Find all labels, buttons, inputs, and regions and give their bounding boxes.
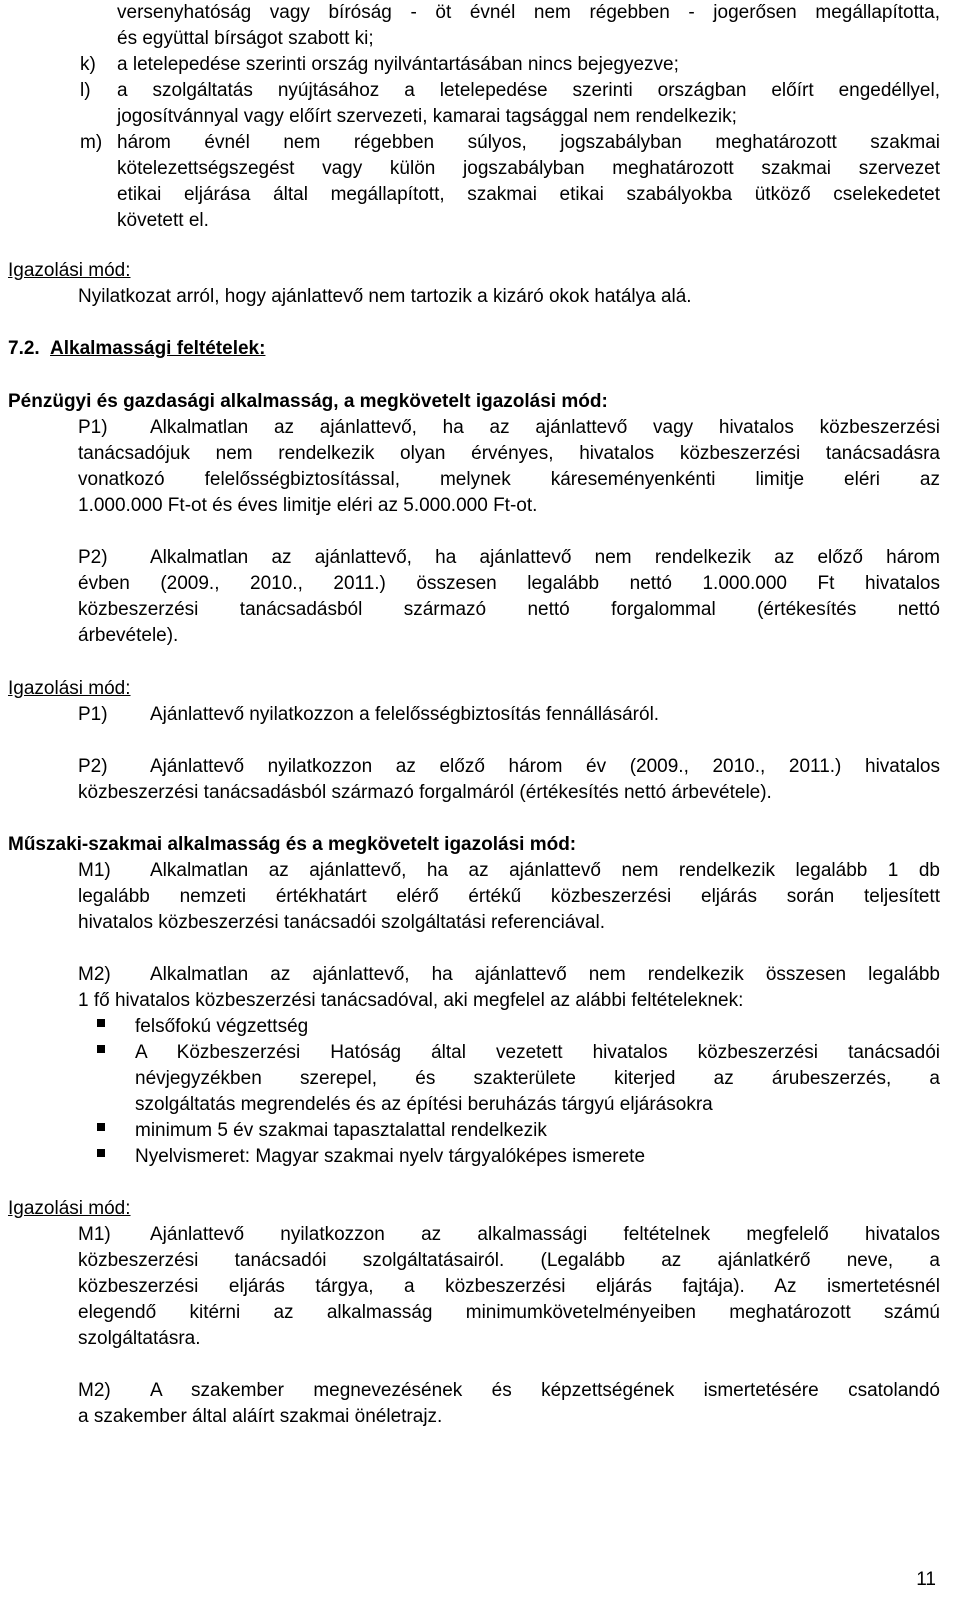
list-item-l-text: a szolgáltatás nyújtásához a letelepedése szerinti országban előírt engedéllyel, <box>117 80 940 101</box>
p1-label: P1) <box>78 417 108 438</box>
square-bullet-icon <box>97 1019 105 1027</box>
list-item-m-text: etikai eljárása által megállapított, szakmai etikai szabályokba ütköző cselekedetet <box>117 184 940 205</box>
m1-text: hivatalos közbeszerzési tanácsadói szolgáltatási referenciával. <box>78 912 605 933</box>
p2-verification-text: közbeszerzési tanácsadásból származó forgalmáról (értékesítés nettó árbevétele). <box>78 782 772 803</box>
p1-label: P1) <box>78 704 108 725</box>
verification-label: Igazolási mód: <box>8 678 131 699</box>
m1-verification-text: elegendő kitérni az alkalmasság minimumkövetelményeiben meghatározott számú <box>78 1302 940 1323</box>
list-item-k-text: a letelepedése szerinti ország nyilvántartásában nincs bejegyezve; <box>117 54 679 75</box>
bullet-item: Nyelvismeret: Magyar szakmai nyelv tárgyalóképes ismerete <box>135 1146 646 1167</box>
verification-label: Igazolási mód: <box>8 260 131 281</box>
m2-verification-text: a szakember által aláírt szakmai önéletrajz. <box>78 1406 443 1427</box>
p1-text: tanácsadójuk nem rendelkezik olyan érvényes, hivatalos közbeszerzési tanácsadásra <box>78 443 940 464</box>
square-bullet-icon <box>97 1123 105 1131</box>
list-item-m-text: három évnél nem régebben súlyos, jogszabályban meghatározott szakmai <box>117 132 940 153</box>
m2-verification-text: A szakember megnevezésének és képzettségének ismertetésére csatolandó <box>150 1380 940 1401</box>
p1-text: Alkalmatlan az ajánlattevő, ha az ajánlattevő vagy hivatalos közbeszerzési <box>150 417 940 438</box>
p2-text: Alkalmatlan az ajánlattevő, ha ajánlattevő nem rendelkezik az előző három <box>150 547 940 568</box>
m2-label: M2) <box>78 1380 111 1401</box>
financial-heading: Pénzügyi és gazdasági alkalmasság, a megkövetelt igazolási mód: <box>8 391 608 412</box>
list-item-m-text: követett el. <box>117 210 209 231</box>
m2-text: Alkalmatlan az ajánlattevő, ha ajánlattevő nem rendelkezik összesen legalább <box>150 964 940 985</box>
p1-text: 1.000.000 Ft-ot és éves limitje eléri az 5.000.000 Ft-ot. <box>78 495 538 516</box>
bullet-item: felsőfokú végzettség <box>135 1016 309 1037</box>
square-bullet-icon <box>97 1045 105 1053</box>
m1-label: M1) <box>78 1224 111 1245</box>
p2-label: P2) <box>78 756 108 777</box>
p2-label: P2) <box>78 547 108 568</box>
exclusion-continuation-line: versenyhatóság vagy bíróság - öt évnél nem régebben - jogerősen megállapította, <box>117 2 940 23</box>
m2-text: 1 fő hivatalos közbeszerzési tanácsadóval, aki megfelel az alábbi feltételeknek: <box>78 990 744 1011</box>
p2-text: közbeszerzési tanácsadásból származó nettó forgalommal (értékesítés nettó <box>78 599 940 620</box>
list-item-label-l: l) <box>80 80 91 101</box>
list-item-l-text: jogosítvánnyal vagy előírt szervezeti, kamarai tagsággal nem rendelkezik; <box>117 106 737 127</box>
p1-text: vonatkozó felelősségbiztosítással, melynek káreseményenkénti limitje eléri az <box>78 469 940 490</box>
technical-heading: Műszaki-szakmai alkalmasság és a megkövetelt igazolási mód: <box>8 834 577 855</box>
p1-verification-text: Ajánlattevő nyilatkozzon a felelősségbiztosítás fennállásáról. <box>150 704 660 725</box>
bullet-item: szolgáltatás megrendelés és az építési beruházás tárgyú eljárásokra <box>135 1094 713 1115</box>
section-number: 7.2. <box>8 338 40 359</box>
m1-label: M1) <box>78 860 111 881</box>
m1-verification-text: közbeszerzési eljárás tárgya, a közbeszerzési eljárás fajtája). Az ismertetésnél <box>78 1276 940 1297</box>
page-number: 11 <box>916 1569 936 1590</box>
bullet-item: A Közbeszerzési Hatóság által vezetett hivatalos közbeszerzési tanácsadói <box>135 1042 940 1063</box>
list-item-label-m: m) <box>80 132 103 153</box>
list-item-label-k: k) <box>80 54 96 75</box>
p2-text: árbevétele). <box>78 625 179 646</box>
section-title: Alkalmassági feltételek: <box>50 338 266 359</box>
m1-verification-text: közbeszerzési tanácsadói szolgáltatásairól. (Legalább az ajánlatkérő neve, a <box>78 1250 940 1271</box>
m1-verification-text: szolgáltatásra. <box>78 1328 201 1349</box>
verification-text: Nyilatkozat arról, hogy ajánlattevő nem tartozik a kizáró okok hatálya alá. <box>78 286 692 307</box>
m1-verification-text: Ajánlattevő nyilatkozzon az alkalmassági feltételnek megfelelő hivatalos <box>150 1224 940 1245</box>
square-bullet-icon <box>97 1149 105 1157</box>
exclusion-continuation-line: és együttal bírságot szabott ki; <box>117 28 374 49</box>
m2-label: M2) <box>78 964 111 985</box>
bullet-item: minimum 5 év szakmai tapasztalattal rendelkezik <box>135 1120 547 1141</box>
p2-verification-text: Ajánlattevő nyilatkozzon az előző három év (2009., 2010., 2011.) hivatalos <box>150 756 940 777</box>
m1-text: Alkalmatlan az ajánlattevő, ha az ajánlattevő nem rendelkezik legalább 1 db <box>150 860 940 881</box>
list-item-m-text: kötelezettségszegést vagy külön jogszabályban meghatározott szakmai szervezet <box>117 158 940 179</box>
bullet-item: névjegyzékben szerepel, és szakterülete kiterjed az árubeszerzés, a <box>135 1068 940 1089</box>
p2-text: évben (2009., 2010., 2011.) összesen legalább nettó 1.000.000 Ft hivatalos <box>78 573 940 594</box>
m1-text: legalább nemzeti értékhatárt elérő értékű közbeszerzési eljárás során teljesített <box>78 886 940 907</box>
verification-label: Igazolási mód: <box>8 1198 131 1219</box>
